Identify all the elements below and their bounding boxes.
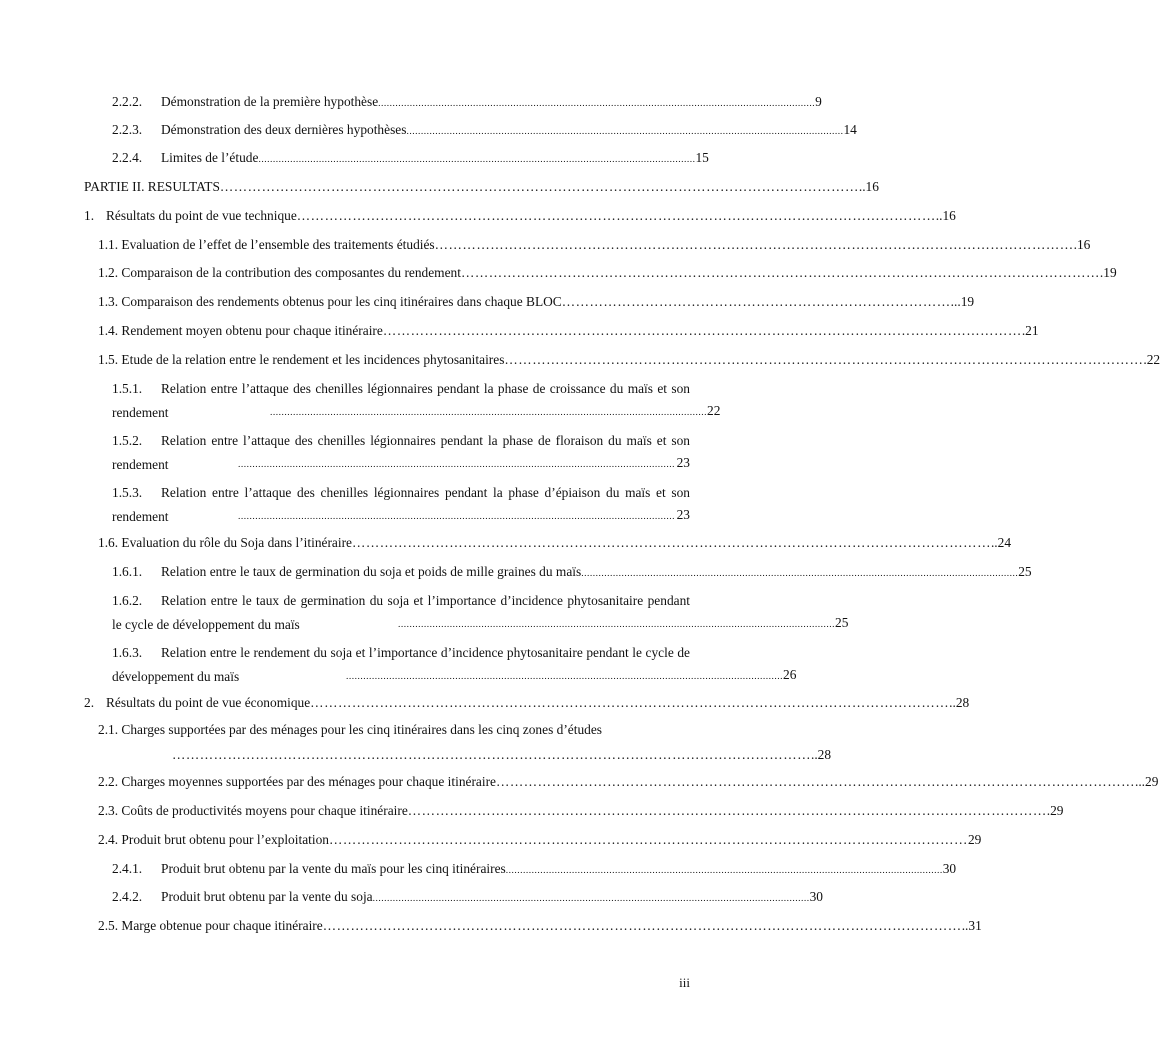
toc-entry-page: 14 <box>843 122 857 137</box>
toc-leader: ………………………………………………………………………………………………………………………… <box>407 803 1047 818</box>
toc-entry-multiline[interactable] <box>98 718 688 742</box>
toc-entry[interactable] <box>98 917 982 935</box>
toc-leader: ........................................................................................................................................................ <box>270 408 707 418</box>
toc-entry-page: 30 <box>942 861 957 876</box>
toc-entry[interactable] <box>112 860 957 880</box>
toc-leader: ………………………………………………………………………………………………………………………… <box>172 747 811 762</box>
toc-entry-page: ...19 <box>950 294 975 309</box>
toc-entry[interactable] <box>98 264 1117 282</box>
toc-entry-page: .22 <box>1143 352 1160 367</box>
toc-entry-title: 2.4. Produit brut obtenu pour l’exploitation <box>98 832 329 847</box>
toc-entry-number: 1.6.2. <box>112 593 143 608</box>
toc-entry-page: 30 <box>809 889 823 904</box>
toc-entry-title: 1.4. Rendement moyen obtenu pour chaque itinéraire <box>98 323 383 338</box>
toc-entry-title: Démonstration des deux dernières hypothèses <box>161 122 407 137</box>
toc-leader: ………………………………………………………………………………………………………………………… <box>296 208 936 223</box>
toc-entry-page: .29 <box>1046 803 1064 818</box>
toc-entry-title: Relation entre le taux de germination du soja et poids de mille graines du maïs <box>161 564 582 579</box>
toc-entry-page: 23 <box>676 455 690 470</box>
toc-entry-number: 1.6.1. <box>112 564 143 579</box>
toc-leader: ………………………………………………………………………………………………………………………… <box>496 774 1135 789</box>
toc-entry[interactable] <box>112 888 823 908</box>
toc-leader: ........................................................................................................................................................ <box>238 512 675 522</box>
toc-entry-tail <box>134 506 690 526</box>
toc-leader: ………………………………………………………………………………………………………………………… <box>382 323 1022 338</box>
toc-entry-title: Produit brut obtenu par la vente du maïs pour les cinq itinéraires <box>161 861 506 876</box>
toc-entry-number: 2. <box>84 695 95 710</box>
toc-entry[interactable] <box>98 773 1159 791</box>
toc-entry-number: 2.4.2. <box>112 889 143 904</box>
toc-entry-page: ..24 <box>990 535 1012 550</box>
toc-leader: ………………………………………………………………………………………………………………………… <box>504 352 1144 367</box>
page-number: iii <box>679 975 690 990</box>
toc-entry-number: 2.2.4. <box>112 150 143 165</box>
toc-entry-title: PARTIE II. RESULTATS <box>84 179 220 194</box>
toc-entry-title: Produit brut obtenu par la vente du soja <box>161 889 373 904</box>
toc-entry-title: 1.5. Etude de la relation entre le rendement et les incidences phytosanitaires <box>98 352 505 367</box>
toc-leader: ………………………………………………………………………………………………………………………… <box>310 695 950 710</box>
toc-entry-number: 1. <box>84 208 95 223</box>
toc-leader: ………………………………………………………………………………………………………………………… <box>460 265 1100 280</box>
toc-entry[interactable] <box>98 293 975 311</box>
toc-entry-title: 1.3. Comparaison des rendements obtenus pour les cinq itinéraires dans chaque BLOC <box>98 294 562 309</box>
toc-entry-page: .21 <box>1021 323 1039 338</box>
toc-entry-number: 1.5.2. <box>112 433 143 448</box>
toc-entry-title: Démonstration de la première hypothèse <box>161 94 379 109</box>
toc-entry[interactable] <box>98 322 1039 340</box>
toc-entry[interactable] <box>98 236 1091 254</box>
toc-entry-title: 2.5. Marge obtenue pour chaque itinéraire <box>98 918 323 933</box>
toc-entry-page: 22 <box>707 403 721 418</box>
toc-entry-title: Limites de l’étude <box>161 150 259 165</box>
toc-entry[interactable] <box>112 93 822 113</box>
toc-entry[interactable] <box>98 802 1064 820</box>
toc-entry-tail <box>134 402 721 422</box>
toc-entry-title: Résultats du point de vue technique <box>106 208 297 223</box>
toc-entry-page: 26 <box>783 667 797 682</box>
toc-entry-title: Relation entre le taux de germination du soja et l’importance d’incidence phytosanitaire pendant le cycle de développement du maïs <box>112 593 690 632</box>
toc-entry-number: 1.5.1. <box>112 381 143 396</box>
toc-leader: ........................................................................................................................................................ <box>378 99 816 109</box>
toc-entry-number: 2.2.3. <box>112 122 143 137</box>
toc-entry-part[interactable] <box>84 178 879 196</box>
toc-entry[interactable] <box>98 351 1160 369</box>
toc-entry-page: ..28 <box>810 747 832 762</box>
toc-entry-page: 25 <box>835 615 849 630</box>
toc-entry-number: 1.6.3. <box>112 645 143 660</box>
toc-entry-page: .19 <box>1099 265 1117 280</box>
toc-entry-page: .16 <box>1073 237 1091 252</box>
toc-leader: ........................................................................................................................................................ <box>398 620 835 630</box>
toc-leader: ........................................................................................................................................................ <box>581 569 1019 579</box>
toc-entry[interactable] <box>112 121 857 141</box>
toc-leader: ………………………………………………………………………… <box>561 294 951 309</box>
toc-entry-page: ..28 <box>949 695 970 710</box>
toc-entry-title: 2.1. Charges supportées par des ménages pour les cinq itinéraires dans les cinq zones d’études <box>98 722 602 737</box>
toc-leader: ........................................................................................................................................................ <box>372 894 810 904</box>
toc-entry-page: ..31 <box>961 918 982 933</box>
toc-entry-title: 2.3. Coûts de productivités moyens pour chaque itinéraire <box>98 803 408 818</box>
toc-entry-page: 23 <box>676 507 690 522</box>
toc-entry-page: ..16 <box>858 179 879 194</box>
toc-entry-title: Relation entre l’attaque des chenilles légionnaires pendant la phase d’épiaison du maïs et son rendement <box>112 485 690 524</box>
toc-entry-number: 1.5.3. <box>112 485 143 500</box>
toc-entry[interactable] <box>98 831 982 849</box>
toc-entry-page: ...29 <box>1134 774 1159 789</box>
toc-entry-page: 15 <box>695 150 709 165</box>
toc-entry-title: 2.2. Charges moyennes supportées par des ménages pour chaque itinéraire <box>98 774 496 789</box>
toc-entry-title: 1.1. Evaluation de l’effet de l’ensemble des traitements étudiés <box>98 237 435 252</box>
toc-leader: ........................................................................................................................................................ <box>346 672 783 682</box>
toc-leader: ………………………………………………………………………………………………………………………… <box>322 918 962 933</box>
toc-entry-title: Résultats du point de vue économique <box>106 695 311 710</box>
toc-leader: ........................................................................................................................................................ <box>406 127 844 137</box>
toc-entry-tail <box>134 614 849 634</box>
toc-entry-tail <box>120 746 832 764</box>
toc-entry[interactable] <box>84 694 970 712</box>
toc-entry[interactable] <box>112 563 1032 583</box>
toc-entry[interactable] <box>98 534 1012 552</box>
toc-leader: ………………………………………………………………………………………………………………………… <box>219 179 859 194</box>
toc-entry-title: 1.6. Evaluation du rôle du Soja dans l’itinéraire <box>98 535 352 550</box>
toc-entry-page: ..16 <box>935 208 956 223</box>
toc-leader: ………………………………………………………………………………………………………………………… <box>328 832 968 847</box>
toc-leader: ........................................................................................................................................................ <box>505 866 943 876</box>
toc-entry-title: Relation entre le rendement du soja et l’importance d’incidence phytosanitaire pendant le cycle de développement du maïs <box>112 645 690 684</box>
toc-entry-tail <box>134 454 690 474</box>
toc-entry-page: 9 <box>815 94 822 109</box>
toc-entry-title: Relation entre l’attaque des chenilles légionnaires pendant la phase de floraison du maïs et son rendement <box>112 433 690 472</box>
toc-entry[interactable] <box>112 149 709 169</box>
toc-entry-title: 1.2. Comparaison de la contribution des composantes du rendement <box>98 265 461 280</box>
toc-entry-page: 29 <box>967 832 982 847</box>
toc-entry-number: 2.4.1. <box>112 861 143 876</box>
toc-leader: ........................................................................................................................................................ <box>238 460 675 470</box>
toc-entry[interactable] <box>84 207 956 225</box>
toc-leader: ………………………………………………………………………………………………………………………… <box>434 237 1074 252</box>
toc-entry-tail <box>134 666 797 686</box>
toc-leader: ........................................................................................................................................................ <box>258 155 696 165</box>
toc-entry-page: 25 <box>1018 564 1032 579</box>
toc-leader: ………………………………………………………………………………………………………………………… <box>351 535 991 550</box>
toc-entry-number: 2.2.2. <box>112 94 143 109</box>
toc-entry-title: Relation entre l’attaque des chenilles légionnaires pendant la phase de croissance du maïs et son rendement <box>112 381 690 420</box>
